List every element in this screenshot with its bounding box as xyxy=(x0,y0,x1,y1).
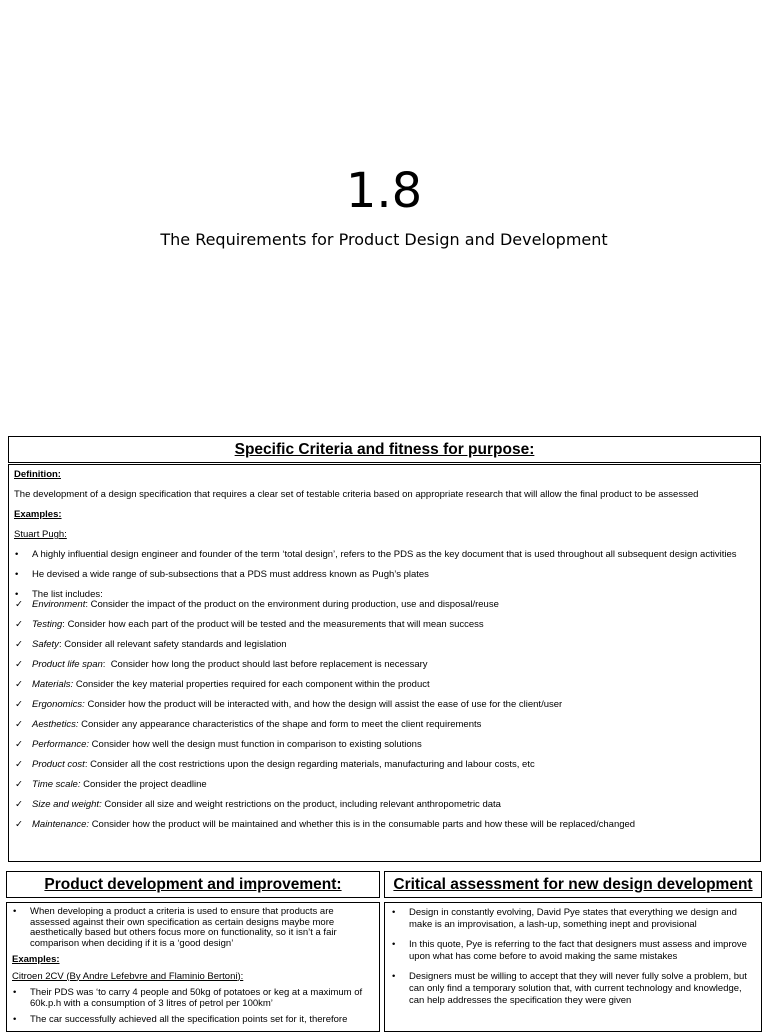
criteria-item: ✓ Performance: Consider how well the design must function in comparison to existing solutions xyxy=(15,739,422,750)
criteria-item: ✓ Maintenance: Consider how the product will be maintained and whether this is in the consumable parts and how these will be replaced/changed xyxy=(15,819,636,830)
section-number: 1.8 xyxy=(345,163,423,219)
specific-criteria-body xyxy=(8,464,761,862)
bullet-icon: • xyxy=(392,907,396,918)
bullet-icon: • xyxy=(13,906,17,917)
check-icon: ✓ xyxy=(15,599,23,610)
criteria-item: ✓ Materials: Consider the key material properties required for each component within the product xyxy=(15,679,430,690)
critical-assessment-heading-text: Critical assessment for new design development xyxy=(393,875,753,893)
bullet-icon: • xyxy=(13,987,17,998)
specific-criteria-heading-text: Specific Criteria and fitness for purpose: xyxy=(234,440,535,458)
check-icon: ✓ xyxy=(15,739,23,750)
criteria-item: ✓ Safety: Consider all relevant safety standards and legislation xyxy=(15,639,287,650)
pd-example-title: Citroen 2CV (By Andre Lefebvre and Flaminio Bertoni): xyxy=(12,970,244,982)
product-development-intro-list xyxy=(12,907,374,949)
list-item: • He devised a wide range of sub-subsections that a PDS must address known as Pugh’s plates xyxy=(15,569,429,580)
product-development-body xyxy=(6,902,380,1032)
check-icon: ✓ xyxy=(15,699,23,710)
pugh-bullet-list xyxy=(14,549,755,601)
criteria-item: ✓ Aesthetics: Consider any appearance characteristics of the shape and form to meet the client requirements xyxy=(15,719,482,730)
list-item: • Their PDS was ‘to carry 4 people and 50kg of potatoes or keg at a maximum of 60k.p.h with a consumption of 3 litres of petrol per 100km’ xyxy=(13,987,363,1009)
check-icon: ✓ xyxy=(15,719,23,730)
check-icon: ✓ xyxy=(15,759,23,770)
criteria-item: ✓ Time scale: Consider the project deadline xyxy=(15,779,207,790)
criteria-item: ✓ Environment: Consider the impact of the product on the environment during production, use and disposal/reuse xyxy=(15,599,499,610)
bullet-icon: • xyxy=(15,549,19,560)
bullet-icon: • xyxy=(392,939,396,950)
list-item: • In this quote, Pye is referring to the fact that designers must assess and improve upon what has come before to avoid making the same mistakes xyxy=(392,939,747,962)
list-item: • Designers must be willing to accept that they will never fully solve a problem, but can only find a temporary solution that, with current technology and knowledge, can help addresses the specification they were given xyxy=(392,971,747,1006)
criteria-item: ✓ Product life span: Consider how long the product should last before replacement is necessary xyxy=(15,659,428,670)
definition-label: Definition: xyxy=(14,469,61,480)
product-development-heading-text: Product development and improvement: xyxy=(44,875,342,893)
check-icon: ✓ xyxy=(15,659,23,670)
check-icon: ✓ xyxy=(15,779,23,790)
list-item: • When developing a product a criteria is used to ensure that products are assessed against their own specification as certain designs maybe more aesthetically based but others focus more on functionality, so it isn’t a fair comparison when deciding if it is a ‘good design’ xyxy=(13,906,337,949)
bullet-icon: • xyxy=(15,589,19,600)
criteria-item: ✓ Size and weight: Consider all size and weight restrictions on the product, including relevant anthropometric data xyxy=(15,799,501,810)
examples-label: Examples: xyxy=(14,509,62,520)
critical-assessment-list xyxy=(391,907,753,1007)
bullet-icon: • xyxy=(392,971,396,982)
example-person: Stuart Pugh: xyxy=(14,529,67,540)
check-icon: ✓ xyxy=(15,799,23,810)
list-item: • A highly influential design engineer and founder of the term ‘total design’, refers to the PDS as the key document that is used throughout all subsequent design activities xyxy=(15,549,737,560)
bullet-icon: • xyxy=(15,569,19,580)
pd-examples-label: Examples: xyxy=(12,954,60,965)
pugh-criteria-list xyxy=(14,599,755,831)
check-icon: ✓ xyxy=(15,619,23,630)
critical-assessment-heading xyxy=(384,871,762,898)
check-icon: ✓ xyxy=(15,639,23,650)
bullet-icon: • xyxy=(13,1014,17,1025)
specific-criteria-heading xyxy=(8,436,761,463)
pd-example-list xyxy=(12,988,374,1026)
criteria-item: ✓ Testing: Consider how each part of the product will be tested and the measurements that will mean success xyxy=(15,619,484,630)
check-icon: ✓ xyxy=(15,819,23,830)
definition-text: The development of a design specification that requires a clear set of testable criteria based on appropriate research that will allow the final product to be assessed xyxy=(14,489,699,500)
critical-assessment-body xyxy=(384,902,762,1032)
check-icon: ✓ xyxy=(15,679,23,690)
criteria-item: ✓ Product cost: Consider all the cost restrictions upon the design regarding materials, manufacturing and labour costs, etc xyxy=(15,759,535,770)
list-item: • The car successfully achieved all the specification points set for it, therefore xyxy=(13,1014,348,1025)
list-item: • Design in constantly evolving, David Pye states that everything we design and make is an improvisation, a lash-up, something inept and provisional xyxy=(392,907,737,930)
list-item: • The list includes: xyxy=(15,589,103,600)
criteria-item: ✓ Ergonomics: Consider how the product will be interacted with, and how the design will assist the ease of use for the client/user xyxy=(15,699,563,710)
section-subtitle: The Requirements for Product Design and Development xyxy=(160,230,608,249)
product-development-heading xyxy=(6,871,380,898)
